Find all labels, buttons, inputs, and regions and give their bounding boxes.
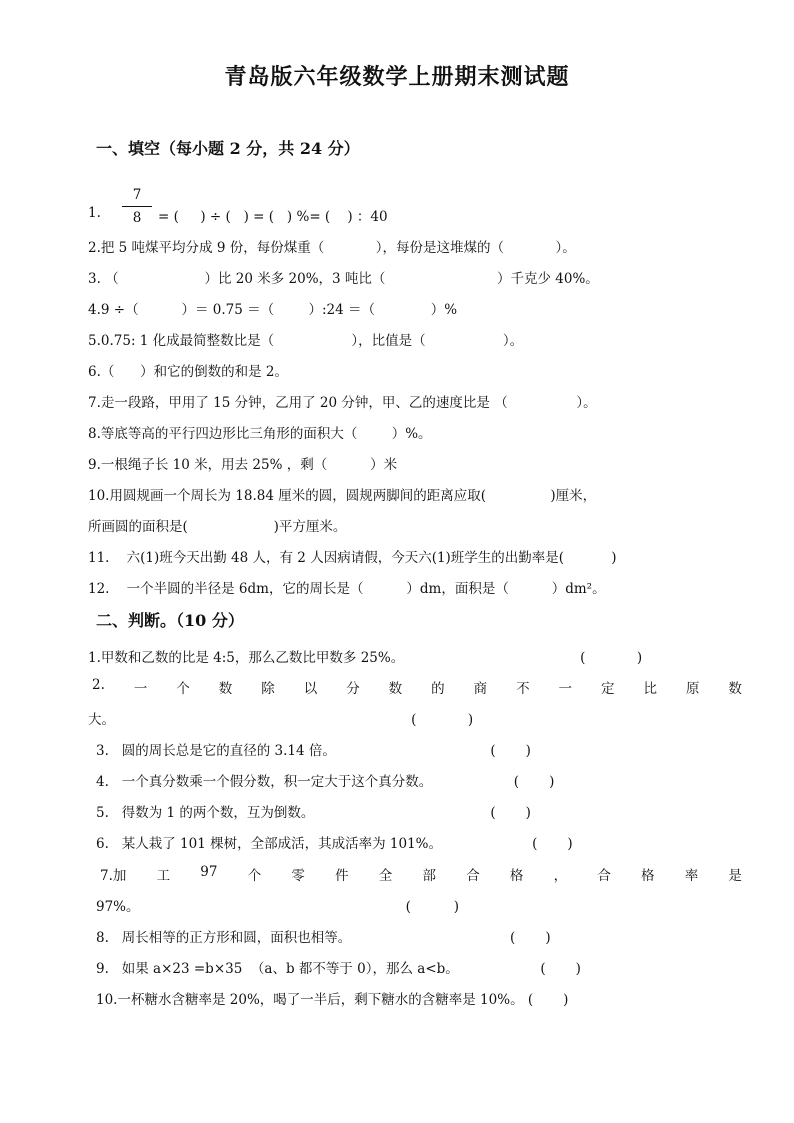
j7-word: 个	[247, 868, 262, 884]
section1-heading: 一、填空（每小题 2 分，共 24 分）	[96, 139, 360, 158]
j2-word: 数	[218, 681, 233, 697]
j4-text: 4. 一个真分数乘一个假分数，积一定大于这个真分数。 ( )	[96, 774, 555, 790]
j2-word: 分	[346, 681, 360, 697]
j2-word: 数	[728, 681, 742, 697]
j2-word: 商	[473, 681, 488, 697]
q2-text: 2.把 5 吨煤平均分成 9 份，每份煤重（ ），每份是这堆煤的（ ）。	[88, 240, 576, 256]
j3-text: 3. 圆的周长总是它的直径的 3.14 倍。 ( )	[96, 743, 531, 759]
j2-word: 一	[558, 681, 573, 697]
j7-word: 零	[291, 868, 305, 884]
j2-word: 数	[388, 681, 403, 697]
j7-word: 合	[597, 868, 611, 884]
q5-text: 5.0.75: 1 化成最简整数比是（ ），比值是（ ）。	[88, 333, 524, 349]
j2-word: 的	[431, 681, 445, 697]
j7-word: 率	[684, 868, 699, 884]
j5-text: 5. 得数为 1 的两个数，互为倒数。 ( )	[96, 805, 531, 821]
q4-text: 4.9 ÷（ ）＝ 0.75 ＝（ ）:24 ＝（ ）%	[88, 302, 458, 318]
j2-word: 2.	[92, 677, 105, 693]
j7-word: ，	[553, 868, 568, 884]
q1-fraction	[122, 186, 152, 227]
j7-word: 7.加	[100, 868, 127, 884]
j7-word: 全	[378, 868, 393, 884]
section2-heading: 二、判断。（10 分）	[96, 611, 244, 630]
j2-word: 一	[133, 681, 148, 697]
j7-word: 部	[422, 868, 436, 884]
q1-number: 1.	[88, 205, 101, 221]
j2-word: 以	[303, 681, 318, 697]
q11-text: 11. 六(1)班今天出勤 48 人，有 2 人因病请假，今天六(1)班学生的出勤率是( )	[88, 550, 617, 566]
j7-word: 件	[335, 868, 349, 884]
j6-text: 6. 某人栽了 101 棵树，全部成活，其成活率为 101%。 ( )	[96, 836, 573, 852]
j2-line2: 大。 ( )	[88, 712, 474, 728]
j7-line2: 97%。 ( )	[96, 899, 460, 915]
j7-word: 格	[509, 868, 524, 884]
fraction-bar	[122, 206, 152, 207]
q7-text: 7.走一段路，甲用了 15 分钟，乙用了 20 分钟，甲、乙的速度比是 （ ）。	[88, 395, 597, 411]
j2-word: 不	[516, 681, 530, 697]
j7-line1	[100, 864, 742, 884]
j2-word: 个	[176, 681, 190, 697]
j7-word: 合	[466, 868, 480, 884]
j2-word: 定	[601, 681, 615, 697]
q1-fraction-denominator: 8	[132, 210, 142, 226]
j2-word: 除	[261, 681, 275, 697]
j2-word: 比	[643, 681, 657, 697]
j2-word: 原	[685, 681, 700, 697]
j7-word: 97	[200, 864, 218, 880]
page-title: 青岛版六年级数学上册期末测试题	[224, 64, 570, 90]
q1-fraction-numerator: 7	[132, 187, 142, 203]
q8-text: 8.等底等高的平行四边形比三角形的面积大（ ）%。	[88, 426, 432, 442]
j9-text: 9. 如果 a×23 =b×35 （a、b 都不等于 0），那么 a<b。 ( )	[96, 961, 581, 977]
q6-text: 6.（ ）和它的倒数的和是 2。	[88, 364, 289, 380]
q10-text-line1: 10.用圆规画一个周长为 18.84 厘米的圆，圆规两脚间的距离应取( )厘米，	[88, 488, 597, 504]
j10-text: 10.一杯糖水含糖率是 20%，喝了一半后，剩下糖水的含糖率是 10%。 ( )	[96, 992, 569, 1008]
q10-text-line2: 所画圆的面积是( )平方厘米。	[88, 519, 347, 535]
q1-text: = ( ) ÷ ( ) = ( ) %= ( ) ：40	[158, 209, 388, 225]
q9-text: 9.一根绳子长 10 米，用去 25% ，剩（ ）米	[88, 457, 398, 473]
j8-text: 8. 周长相等的正方形和圆，面积也相等。 ( )	[96, 930, 551, 946]
j7-word: 格	[641, 868, 655, 884]
j2-line1	[92, 677, 742, 697]
j7-word: 工	[156, 868, 171, 884]
j7-word: 是	[728, 868, 742, 884]
j1-text: 1.甲数和乙数的比是 4:5，那么乙数比甲数多 25%。 ( )	[88, 650, 643, 666]
q12-text: 12. 一个半圆的半径是 6dm，它的周长是（ ）dm，面积是（ ）dm²。	[88, 581, 606, 597]
q3-text: 3. （ ）比 20 米多 20%，3 吨比（ ）千克少 40%。	[88, 271, 599, 287]
